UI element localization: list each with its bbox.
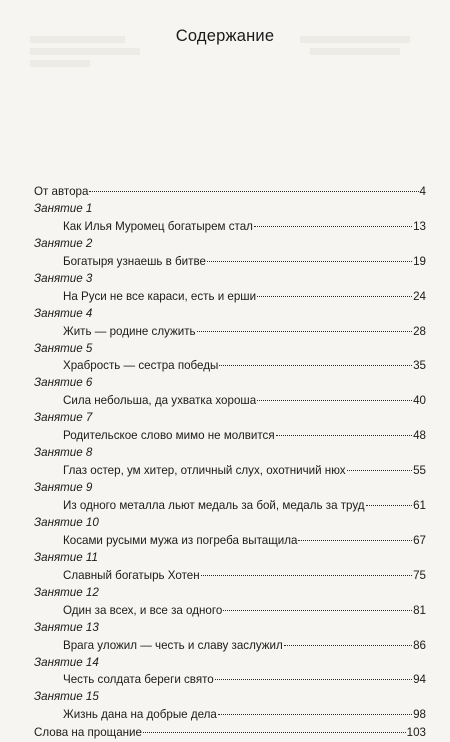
dot-leader bbox=[257, 400, 412, 401]
page-number: 40 bbox=[413, 394, 426, 408]
entry-title: Жизнь дана на добрые дела bbox=[63, 708, 217, 722]
entry-title: Сила небольша, да ухватка хороша bbox=[63, 394, 257, 408]
lesson-label: Занятие 13 bbox=[34, 620, 99, 634]
toc-chapter-row bbox=[34, 637, 426, 655]
toc-chapter-row bbox=[34, 323, 426, 341]
page-number: 67 bbox=[413, 533, 426, 547]
page-number: 94 bbox=[413, 673, 426, 687]
toc-chapter-row bbox=[34, 357, 426, 375]
page-number: 103 bbox=[406, 726, 426, 740]
entry-title: Косами русыми мужа из погреба вытащила bbox=[63, 533, 298, 547]
dot-leader bbox=[143, 732, 406, 733]
toc-chapter-row bbox=[34, 602, 426, 620]
page-number: 61 bbox=[413, 499, 426, 513]
toc-chapter-row bbox=[34, 288, 426, 306]
entry-title: Из одного металла льют медаль за бой, медаль за труд bbox=[63, 499, 365, 513]
entry-title: Глаз остер, ум хитер, отличный слух, охотничий нюх bbox=[63, 464, 346, 478]
lesson-label: Занятие 1 bbox=[34, 202, 93, 215]
dot-leader bbox=[89, 191, 418, 192]
entry-title: Славный богатырь Хотен bbox=[63, 568, 200, 582]
toc-chapter-row bbox=[34, 427, 426, 445]
entry-title: Слова на прощание bbox=[34, 726, 142, 740]
toc-entry-row bbox=[34, 724, 426, 742]
show-through-line bbox=[310, 48, 400, 55]
toc-chapter-row bbox=[34, 392, 426, 410]
lesson-label: Занятие 6 bbox=[34, 376, 93, 390]
lesson-label: Занятие 14 bbox=[34, 655, 99, 669]
dot-leader bbox=[276, 435, 412, 436]
dot-leader bbox=[254, 226, 412, 227]
toc-chapter-row bbox=[34, 253, 426, 271]
page-title: Содержание bbox=[175, 27, 275, 45]
dot-leader bbox=[257, 296, 412, 297]
toc-entry-row bbox=[34, 183, 426, 201]
toc-chapter-row bbox=[34, 671, 426, 689]
entry-title: От автора bbox=[34, 185, 89, 198]
toc-chapter-row bbox=[34, 497, 426, 515]
entry-title: Храбрость — сестра победы bbox=[63, 359, 219, 373]
dot-leader bbox=[223, 610, 412, 611]
entry-title: Родительское слово мимо не молвится bbox=[63, 429, 275, 443]
dot-leader bbox=[366, 505, 413, 506]
dot-leader bbox=[215, 679, 412, 680]
lesson-label: Занятие 11 bbox=[34, 550, 98, 564]
lesson-label: Занятие 15 bbox=[34, 690, 99, 704]
entry-title: Один за всех, и все за одного bbox=[63, 603, 223, 617]
lesson-label: Занятие 9 bbox=[34, 481, 93, 495]
dot-leader bbox=[284, 645, 412, 646]
page-number: 24 bbox=[413, 289, 426, 303]
page-number: 98 bbox=[413, 708, 426, 722]
dot-leader bbox=[197, 331, 413, 332]
entry-title: Жить — родине служить bbox=[63, 324, 196, 338]
lesson-label: Занятие 4 bbox=[34, 306, 93, 320]
lesson-label: Занятие 2 bbox=[34, 236, 93, 250]
lesson-label: Занятие 8 bbox=[34, 446, 93, 460]
entry-title: Врага уложил — честь и славу заслужил bbox=[63, 638, 283, 652]
dot-leader bbox=[298, 540, 412, 541]
dot-leader bbox=[201, 575, 412, 576]
entry-title: На Руси не все караси, есть и ерши bbox=[63, 289, 257, 303]
dot-leader bbox=[218, 714, 412, 715]
toc-chapter-row bbox=[34, 218, 426, 236]
toc-chapter-row bbox=[34, 706, 426, 724]
lesson-label: Занятие 3 bbox=[34, 271, 93, 285]
dot-leader bbox=[347, 470, 413, 471]
toc-chapter-row bbox=[34, 462, 426, 480]
page-number: 4 bbox=[419, 185, 426, 198]
page-number: 28 bbox=[413, 324, 426, 338]
lesson-label: Занятие 7 bbox=[34, 411, 93, 425]
lesson-label: Занятие 12 bbox=[34, 585, 99, 599]
show-through-line bbox=[30, 48, 140, 55]
page-number: 86 bbox=[413, 638, 426, 652]
lesson-label: Занятие 5 bbox=[34, 341, 93, 355]
page-number: 35 bbox=[413, 359, 426, 373]
show-through-line bbox=[30, 60, 90, 67]
page-number: 81 bbox=[413, 603, 426, 617]
entry-title: Как Илья Муромец богатырем стал bbox=[63, 219, 253, 233]
dot-leader bbox=[207, 261, 412, 262]
table-of-contents bbox=[34, 183, 426, 742]
page-number: 19 bbox=[413, 254, 426, 268]
page-number: 48 bbox=[413, 429, 426, 443]
dot-leader bbox=[219, 365, 412, 366]
entry-title: Честь солдата береги свято bbox=[63, 673, 214, 687]
entry-title: Богатыря узнаешь в битве bbox=[63, 254, 206, 268]
page-number: 55 bbox=[413, 464, 426, 478]
toc-chapter-row bbox=[34, 532, 426, 550]
lesson-label: Занятие 10 bbox=[34, 516, 99, 530]
toc-chapter-row bbox=[34, 567, 426, 585]
page-number: 13 bbox=[413, 219, 426, 233]
page-number: 75 bbox=[413, 568, 426, 582]
